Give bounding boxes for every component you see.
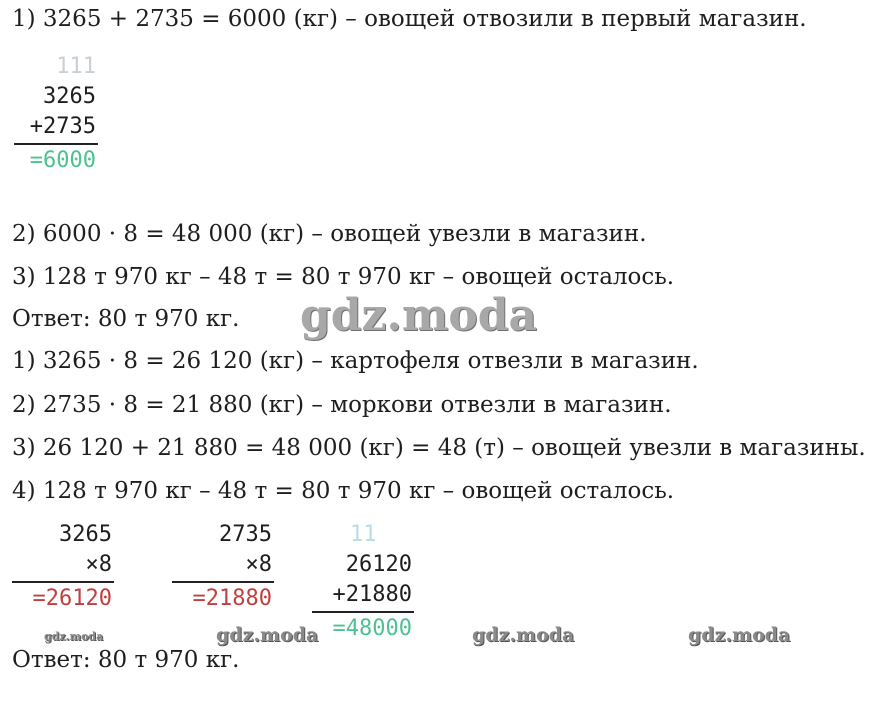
sum2-addend-bottom: +21880: [332, 582, 412, 607]
mult1-rule: [12, 581, 114, 583]
solution1-step3: 3) 128 т 970 кг – 48 т = 80 т 970 кг – овощей осталось.: [12, 264, 675, 290]
sum2-result: =48000: [332, 616, 412, 641]
mult1-factor-top: 3265: [59, 522, 112, 547]
mult2-result: =21880: [192, 586, 272, 611]
addend-top: 3265: [43, 84, 96, 109]
solution1-step1: 1) 3265 + 2735 = 6000 (кг) – овощей отвозили в первый магазин.: [12, 6, 807, 32]
carry-digits: 111: [56, 54, 96, 79]
sum2-carry-digits: 11: [350, 522, 377, 547]
solution2-step2: 2) 2735 · 8 = 21 880 (кг) – моркови отвезли в магазин.: [12, 392, 672, 418]
solution2-step1: 1) 3265 · 8 = 26 120 (кг) – картофеля отвезли в магазин.: [12, 348, 699, 374]
watermark-small-3: gdz.moda: [472, 624, 575, 646]
watermark-main: gdz.moda: [300, 290, 538, 341]
mult1-factor-bottom: ×8: [85, 552, 112, 577]
sum-result: =6000: [29, 148, 96, 173]
solution2-answer: Ответ: 80 т 970 кг.: [12, 647, 240, 673]
mult2-factor-bottom: ×8: [245, 552, 272, 577]
solution2-step3: 3) 26 120 + 21 880 = 48 000 (кг) = 48 (т) – овощей увезли в магазины.: [12, 435, 866, 461]
mult2-factor-top: 2735: [219, 522, 272, 547]
solution1-answer: Ответ: 80 т 970 кг.: [12, 306, 240, 332]
solution2-step4: 4) 128 т 970 кг – 48 т = 80 т 970 кг – овощей осталось.: [12, 478, 675, 504]
mult1-result: =26120: [32, 586, 112, 611]
sum2-rule: [312, 611, 414, 613]
watermark-small-2: gdz.moda: [216, 624, 319, 646]
sum-rule: [14, 143, 98, 145]
sum2-addend-top: 26120: [345, 552, 412, 577]
watermark-small-1: gdz.moda: [44, 630, 104, 643]
addend-bottom: +2735: [29, 114, 96, 139]
solution1-step2: 2) 6000 · 8 = 48 000 (кг) – овощей увезли в магазин.: [12, 221, 647, 247]
mult2-rule: [172, 581, 274, 583]
watermark-small-4: gdz.moda: [688, 624, 791, 646]
